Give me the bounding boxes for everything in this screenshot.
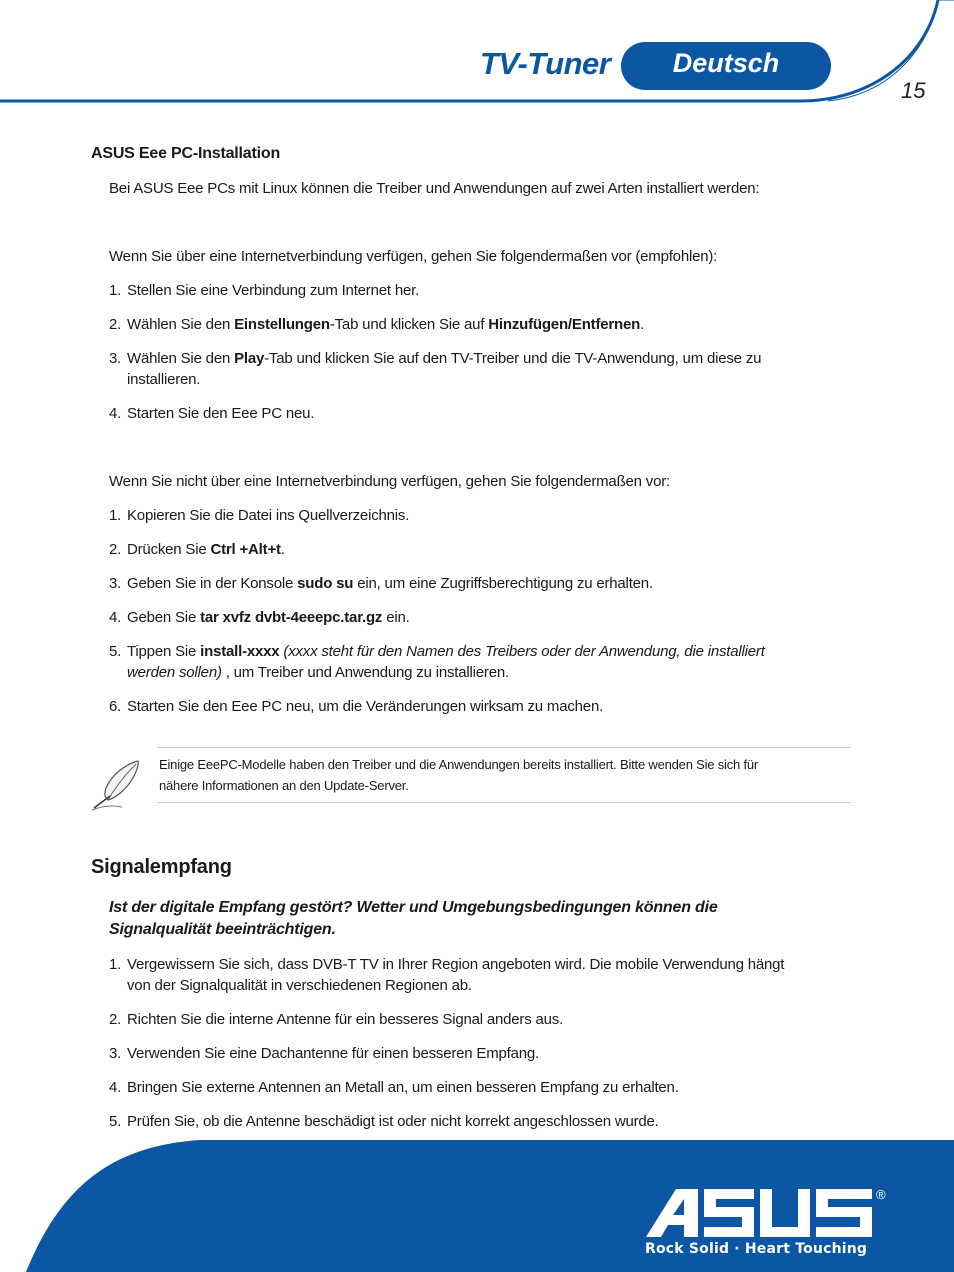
online-step-2: Wählen Sie den Einstellungen-Tab und klicken Sie auf Hinzufügen/Entfernen. [127,316,645,333]
registered-mark: ® [876,1187,886,1202]
signal-step-1: Vergewissern Sie sich, dass DVB-T TV in Ihrer Region angeboten wird. Die mobile Verwendung hängt von der Signalqualität in verschiedenen Regionen ab. [127,956,785,994]
note-top-rule [157,747,851,748]
step-number: 3. [109,575,122,592]
offline-step-3: Geben Sie in der Konsole sudo su ein, um eine Zugriffsberechtigung zu erhalten. [127,575,653,592]
document-title: TV-Tuner [480,46,611,81]
online-step-4: Starten Sie den Eee PC neu. [127,405,315,422]
signal-lead: Ist der digitale Empfang gestört? Wetter und Umgebungsbedingungen können die Signalqualität beeinträchtigen. [109,899,718,938]
offline-step-2: Drücken Sie Ctrl +Alt+t. [127,541,285,558]
note-text: Einige EeePC-Modelle haben den Treiber und die Anwendungen bereits installiert. Bitte wenden Sie sich für nähere Informationen an den Update-Server. [159,757,759,793]
offline-step-5: Tippen Sie install-xxxx (xxxx steht für den Namen des Treibers oder der Anwendung, die installiert werden sollen) , um Treiber und Anwendung zu installieren. [127,643,765,681]
offline-step-4: Geben Sie tar xvfz dvbt-4eeepc.tar.gz ein. [127,609,410,626]
step-number: 4. [109,609,122,626]
install-intro: Bei ASUS Eee PCs mit Linux können die Treiber und Anwendungen auf zwei Arten installiert werden: [109,180,760,197]
section-title-signal: Signalempfang [91,856,232,878]
offline-intro: Wenn Sie nicht über eine Internetverbindung verfügen, gehen Sie folgendermaßen vor: [109,473,670,490]
signal-step-5: Prüfen Sie, ob die Antenne beschädigt ist oder nicht korrekt angeschlossen wurde. [127,1113,659,1130]
step-number: 1. [109,282,122,299]
step-number: 6. [109,698,122,715]
footer-tagline: Rock Solid · Heart Touching [645,1241,868,1257]
offline-step-1: Kopieren Sie die Datei ins Quellverzeichnis. [127,507,410,524]
step-number: 1. [109,956,122,973]
page-number: 15 [901,78,926,103]
step-number: 4. [109,405,122,422]
step-number: 3. [109,1045,122,1062]
step-number: 1. [109,507,122,524]
step-number: 2. [109,316,122,333]
language-label: Deutsch [672,48,780,78]
asus-logo [646,1187,874,1239]
online-step-1: Stellen Sie eine Verbindung zum Internet her. [127,282,420,299]
section-title-installation: ASUS Eee PC-Installation [91,145,281,162]
online-step-3: Wählen Sie den Play-Tab und klicken Sie auf den TV-Treiber und die TV-Anwendung, um diese zu installieren. [127,350,762,388]
step-number: 2. [109,541,122,558]
offline-step-6: Starten Sie den Eee PC neu, um die Veränderungen wirksam zu machen. [127,698,604,715]
step-number: 5. [109,643,122,660]
step-number: 5. [109,1113,122,1130]
signal-step-3: Verwenden Sie eine Dachantenne für einen besseren Empfang. [127,1045,540,1062]
feather-pen-icon [88,758,144,812]
step-number: 2. [109,1011,122,1028]
online-intro: Wenn Sie über eine Internetverbindung verfügen, gehen Sie folgendermaßen vor (empfohlen): [109,248,718,265]
signal-step-2: Richten Sie die interne Antenne für ein besseres Signal anders aus. [127,1011,564,1028]
step-number: 4. [109,1079,122,1096]
note-bottom-rule [157,802,851,803]
language-badge [621,42,831,90]
signal-step-4: Bringen Sie externe Antennen an Metall an, um einen besseren Empfang zu erhalten. [127,1079,679,1096]
step-number: 3. [109,350,122,367]
